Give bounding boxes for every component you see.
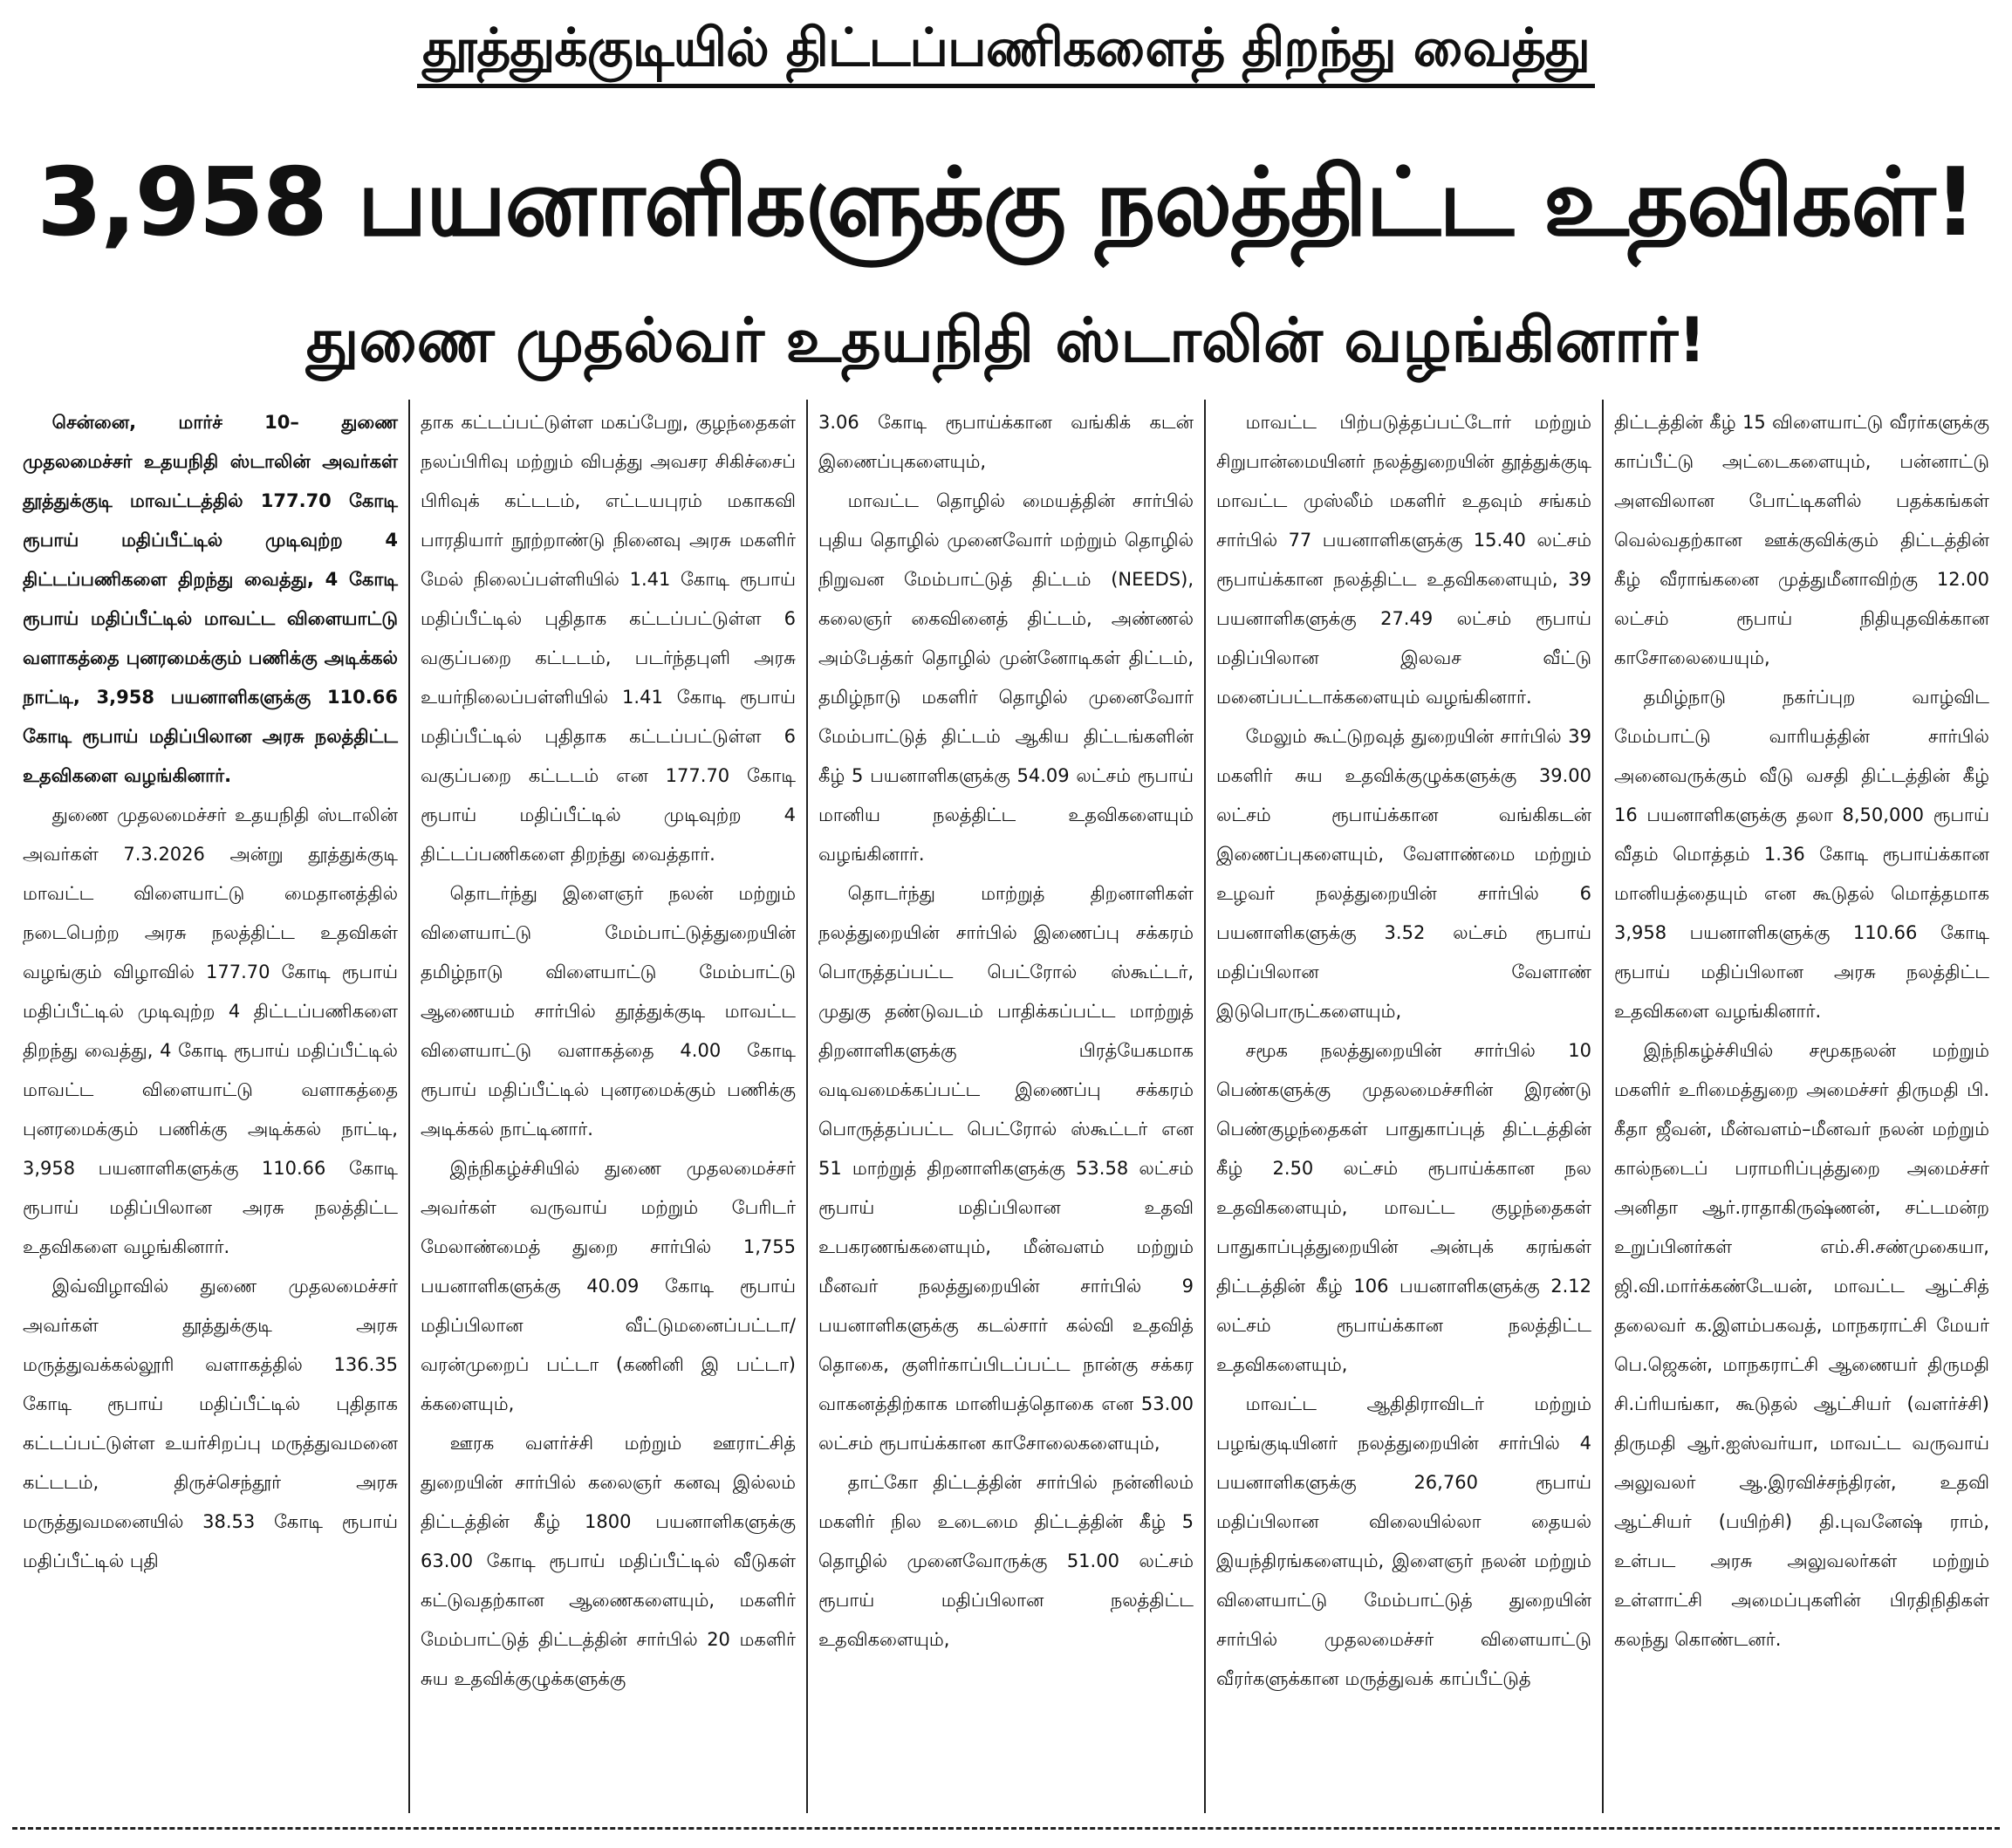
body-paragraph: மாவட்ட பிற்படுத்தப்பட்டோர் மற்றும் சிறுபான்மையினர் நலத்துறையின் தூத்துக்குடி மாவட்ட முஸ்லீம் மகளிர் உதவும் சங்கம் சார்பில் 77 பயனாளிகளுக்கு 15.40 லட்சம் ரூபாய்க்கான நலத்திட்ட உதவிகளையும், 39 பயனாளிகளுக்கு 27.49 லட்சம் ரூபாய் மதிப்பிலான இலவச வீட்டு மனைப்பட்டாக்களையும் வழங்கினார்.: [1216, 412, 1591, 708]
article-column-1: [12, 400, 410, 1813]
body-paragraph: 3.06 கோடி ரூபாய்க்கான வங்கிக் கடன் இணைப்புகளையும்,: [818, 412, 1194, 472]
body-paragraph: இந்நிகழ்ச்சியில் துணை முதலமைச்சர் அவர்கள் வருவாய் மற்றும் பேரிடர் மேலாண்மைத் துறை சார்பில் 1,755 பயனாளிகளுக்கு 40.09 கோடி ரூபாய் மதிப்பிலான வீட்டுமனைப்பட்டா/ வரன்முறைப் பட்டா (கணினி இ பட்டா) க்களையும்,: [421, 1158, 796, 1414]
article-column-4: [1206, 400, 1604, 1813]
body-paragraph: திட்டத்தின் கீழ் 15 விளையாட்டு வீரர்களுக்கு காப்பீட்டு அட்டைகளையும், பன்னாட்டு அளவிலான போட்டிகளில் பதக்கங்கள் வெல்வதற்கான ஊக்குவிக்கும் திட்டத்தின் கீழ் வீராங்கனை முத்துமீனாவிற்கு 12.00 லட்சம் ரூபாய் நிதியுதவிக்கான காசோலையையும்,: [1614, 412, 1989, 668]
body-paragraph: மேலும் கூட்டுறவுத் துறையின் சார்பில் 39 மகளிர் சுய உதவிக்குழுக்களுக்கு 39.00 லட்சம் ரூபாய்க்கான வங்கிகடன் இணைப்புகளையும், வேளாண்மை மற்றும் உழவர் நலத்துறையின் சார்பில் 6 பயனாளிகளுக்கு 3.52 லட்சம் ரூபாய் மதிப்பிலான வேளாண் இடுபொருட்களையும்,: [1216, 726, 1591, 1022]
body-paragraph: தாக கட்டப்பட்டுள்ள மகப்பேறு, குழந்தைகள் நலப்பிரிவு மற்றும் விபத்து அவசர சிகிச்சைப் பிரிவுக் கட்டடம், எட்டயபுரம் மகாகவி பாரதியார் நூற்றாண்டு நினைவு அரசு மகளிர் மேல் நிலைப்பள்ளியில் 1.41 கோடி ரூபாய் மதிப்பீட்டில் புதிதாக கட்டப்பட்டுள்ள 6 வகுப்பறை கட்டடம், படர்ந்தபுளி அரசு உயர்நிலைப்பள்ளியில் 1.41 கோடி ரூபாய் மதிப்பீட்டில் புதிதாக கட்டப்பட்டுள்ள 6 வகுப்பறை கட்டடம் என 177.70 கோடி ரூபாய் மதிப்பீட்டில் முடிவுற்ற 4 திட்டப்பணிகளை திறந்து வைத்தார்.: [421, 412, 796, 865]
body-paragraph: தொடர்ந்து இளைஞர் நலன் மற்றும் விளையாட்டு மேம்பாட்டுத்துறையின் தமிழ்நாடு விளையாட்டு மேம்பாட்டு ஆணையம் சார்பில் தூத்துக்குடி மாவட்ட விளையாட்டு வளாகத்தை 4.00 கோடி ரூபாய் மதிப்பீட்டில் புனரமைக்கும் பணிக்கு அடிக்கல் நாட்டினார்.: [421, 883, 796, 1140]
body-paragraph: தொடர்ந்து மாற்றுத் திறனாளிகள் நலத்துறையின் சார்பில் இணைப்பு சக்கரம் பொருத்தப்பட்ட பெட்ரோல் ஸ்கூட்டர், முதுகு தண்டுவடம் பாதிக்கப்பட்ட மாற்றுத் திறனாளிகளுக்கு பிரத்யேகமாக வடிவமைக்கப்பட்ட இணைப்பு சக்கரம் பொருத்தப்பட்ட பெட்ரோல் ஸ்கூட்டர் என 51 மாற்றுத் திறனாளிகளுக்கு 53.58 லட்சம் ரூபாய் மதிப்பிலான உதவி உபகரணங்களையும், மீன்வளம் மற்றும் மீனவர் நலத்துறையின் சார்பில் 9 பயனாளிகளுக்கு கடல்சார் கல்வி உதவித் தொகை, குளிர்காப்பிடப்பட்ட நான்கு சக்கர வாகனத்திற்காக மானியத்தொகை என 53.00 லட்சம் ரூபாய்க்கான காசோலைகளையும்,: [818, 883, 1194, 1454]
lead-paragraph: சென்னை, மார்ச் 10– துணை முதலமைச்சர் உதயநிதி ஸ்டாலின் அவர்கள் தூத்துக்குடி மாவட்டத்தில் 177.70 கோடி ரூபாய் மதிப்பீட்டில் முடிவுற்ற 4 திட்டப்பணிகளை திறந்து வைத்து, 4 கோடி ரூபாய் மதிப்பீட்டில் மாவட்ட விளையாட்டு வளாகத்தை புனரமைக்கும் பணிக்கு அடிக்கல் நாட்டி, 3,958 பயனாளிகளுக்கு 110.66 கோடி ரூபாய் மதிப்பிலான அரசு நலத்திட்ட உதவிகளை வழங்கினார்.: [23, 412, 398, 786]
article-column-3: [808, 400, 1206, 1813]
body-paragraph: துணை முதலமைச்சர் உதயநிதி ஸ்டாலின் அவர்கள் 7.3.2026 அன்று தூத்துக்குடி மாவட்ட விளையாட்டு மைதானத்தில் நடைபெற்ற அரசு நலத்திட்ட உதவிகள் வழங்கும் விழாவில் 177.70 கோடி ரூபாய் மதிப்பீட்டில் முடிவுற்ற 4 திட்டப்பணிகளை திறந்து வைத்து, 4 கோடி ரூபாய் மதிப்பீட்டில் மாவட்ட விளையாட்டு வளாகத்தை புனரமைக்கும் பணிக்கு அடிக்கல் நாட்டி, 3,958 பயனாளிகளுக்கு 110.66 கோடி ரூபாய் மதிப்பிலான அரசு நலத்திட்ட உதவிகளை வழங்கினார்.: [23, 804, 398, 1257]
body-paragraph: ஊரக வளர்ச்சி மற்றும் ஊராட்சித் துறையின் சார்பில் கலைஞர் கனவு இல்லம் திட்டத்தின் கீழ் 1800 பயனாளிகளுக்கு 63.00 கோடி ரூபாய் மதிப்பீட்டில் வீடுகள் கட்டுவதற்கான ஆணைகளையும், மகளிர் மேம்பாட்டுத் திட்டத்தின் சார்பில் 20 மகளிர் சுய உதவிக்குழுக்களுக்கு: [421, 1433, 796, 1689]
kicker-text: தூத்துக்குடியில் திட்டப்பணிகளைத் திறந்து வைத்து: [417, 12, 1595, 88]
main-headline: 3,958 பயனாளிகளுக்கு நலத்திட்ட உதவிகள்!: [37, 148, 1975, 257]
sub-headline: துணை முதல்வர் உதயநிதி ஸ்டாலின் வழங்கினார்!: [305, 305, 1707, 376]
body-paragraph: மாவட்ட ஆதிதிராவிடர் மற்றும் பழங்குடியினர் நலத்துறையின் சார்பில் 4 பயனாளிகளுக்கு 26,760 ரூபாய் மதிப்பிலான விலையில்லா தையல் இயந்திரங்களையும், இளைஞர் நலன் மற்றும் விளையாட்டு மேம்பாட்டுத் துறையின் சார்பில் முதலமைச்சர் விளையாட்டு வீரர்களுக்கான மருத்துவக் காப்பீட்டுத்: [1216, 1393, 1591, 1689]
body-paragraph: தாட்கோ திட்டத்தின் சார்பில் நன்னிலம் மகளிர் நில உடைமை திட்டத்தின் கீழ் 5 தொழில் முனைவோருக்கு 51.00 லட்சம் ரூபாய் மதிப்பிலான நலத்திட்ட உதவிகளையும்,: [818, 1472, 1194, 1650]
article-column-2: [410, 400, 808, 1813]
body-paragraph: சமூக நலத்துறையின் சார்பில் 10 பெண்களுக்கு முதலமைச்சரின் இரண்டு பெண்குழந்தைகள் பாதுகாப்புத் திட்டத்தின் கீழ் 2.50 லட்சம் ரூபாய்க்கான நல உதவிகளையும், மாவட்ட குழந்தைகள் பாதுகாப்புத்துறையின் அன்புக் கரங்கள் திட்டத்தின் கீழ் 106 பயனாளிகளுக்கு 2.12 லட்சம் ரூபாய்க்கான நலத்திட்ட உதவிகளையும்,: [1216, 1040, 1591, 1375]
body-paragraph: இவ்விழாவில் துணை முதலமைச்சர் அவர்கள் தூத்துக்குடி அரசு மருத்துவக்கல்லூரி வளாகத்தில் 136.35 கோடி ரூபாய் மதிப்பீட்டில் புதிதாக கட்டப்பட்டுள்ள உயர்சிறப்பு மருத்துவமனை கட்டடம், திருச்செந்தூர் அரசு மருத்துவமனையில் 38.53 கோடி ரூபாய் மதிப்பீட்டில் புதி: [23, 1276, 398, 1571]
body-paragraph: தமிழ்நாடு நகர்ப்புற வாழ்விட மேம்பாட்டு வாரியத்தின் சார்பில் அனைவருக்கும் வீடு வசதி திட்டத்தின் கீழ் 16 பயனாளிகளுக்கு தலா 8,50,000 ரூபாய் வீதம் மொத்தம் 1.36 கோடி ரூபாய்க்கான மானியத்தையும் என கூடுதல் மொத்தமாக 3,958 பயனாளிகளுக்கு 110.66 கோடி ரூபாய் மதிப்பிலான அரசு நலத்திட்ட உதவிகளை வழங்கினார்.: [1614, 687, 1989, 1022]
body-paragraph: இந்நிகழ்ச்சியில் சமூகநலன் மற்றும் மகளிர் உரிமைத்துறை அமைச்சர் திருமதி பி. கீதா ஜீவன், மீன்வளம்–மீனவர் நலன் மற்றும் கால்நடைப் பராமரிப்புத்துறை அமைச்சர் அனிதா ஆர்.ராதாகிருஷ்ணன், சட்டமன்ற உறுப்பினர்கள் எம்.சி.சண்முகையா, ஜி.வி.மார்க்கண்டேயன், மாவட்ட ஆட்சித் தலைவர் க.இளம்பகவத், மாநகராட்சி மேயர் பெ.ஜெகன், மாநகராட்சி ஆணையர் திருமதி சி.ப்ரியங்கா, கூடுதல் ஆட்சியர் (வளர்ச்சி) திருமதி ஆர்.ஐஸ்வர்யா, மாவட்ட வருவாய் அலுவலர் ஆ.இரவிச்சந்திரன், உதவி ஆட்சியர் (பயிற்சி) தி.புவனேஷ் ராம், உள்பட அரசு அலுவலர்கள் மற்றும் உள்ளாட்சி அமைப்புகளின் பிரதிநிதிகள் கலந்து கொண்டனர்.: [1614, 1040, 1989, 1650]
article-column-5: [1604, 400, 2000, 1813]
article-columns: [12, 400, 2000, 1813]
kicker-heading: [0, 12, 2012, 88]
body-paragraph: மாவட்ட தொழில் மையத்தின் சார்பில் புதிய தொழில் முனைவோர் மற்றும் தொழில் நிறுவன மேம்பாட்டுத் திட்டம் (NEEDS), கலைஞர் கைவினைத் திட்டம், அண்ணல் அம்பேத்கர் தொழில் முன்னோடிகள் திட்டம், தமிழ்நாடு மகளிர் தொழில் முனைவோர் மேம்பாட்டுத் திட்டம் ஆகிய திட்டங்களின் கீழ் 5 பயனாளிகளுக்கு 54.09 லட்சம் ரூபாய் மானிய நலத்திட்ட உதவிகளையும் வழங்கினார்.: [818, 490, 1194, 865]
footer-dashed-rule: [12, 1827, 2000, 1830]
